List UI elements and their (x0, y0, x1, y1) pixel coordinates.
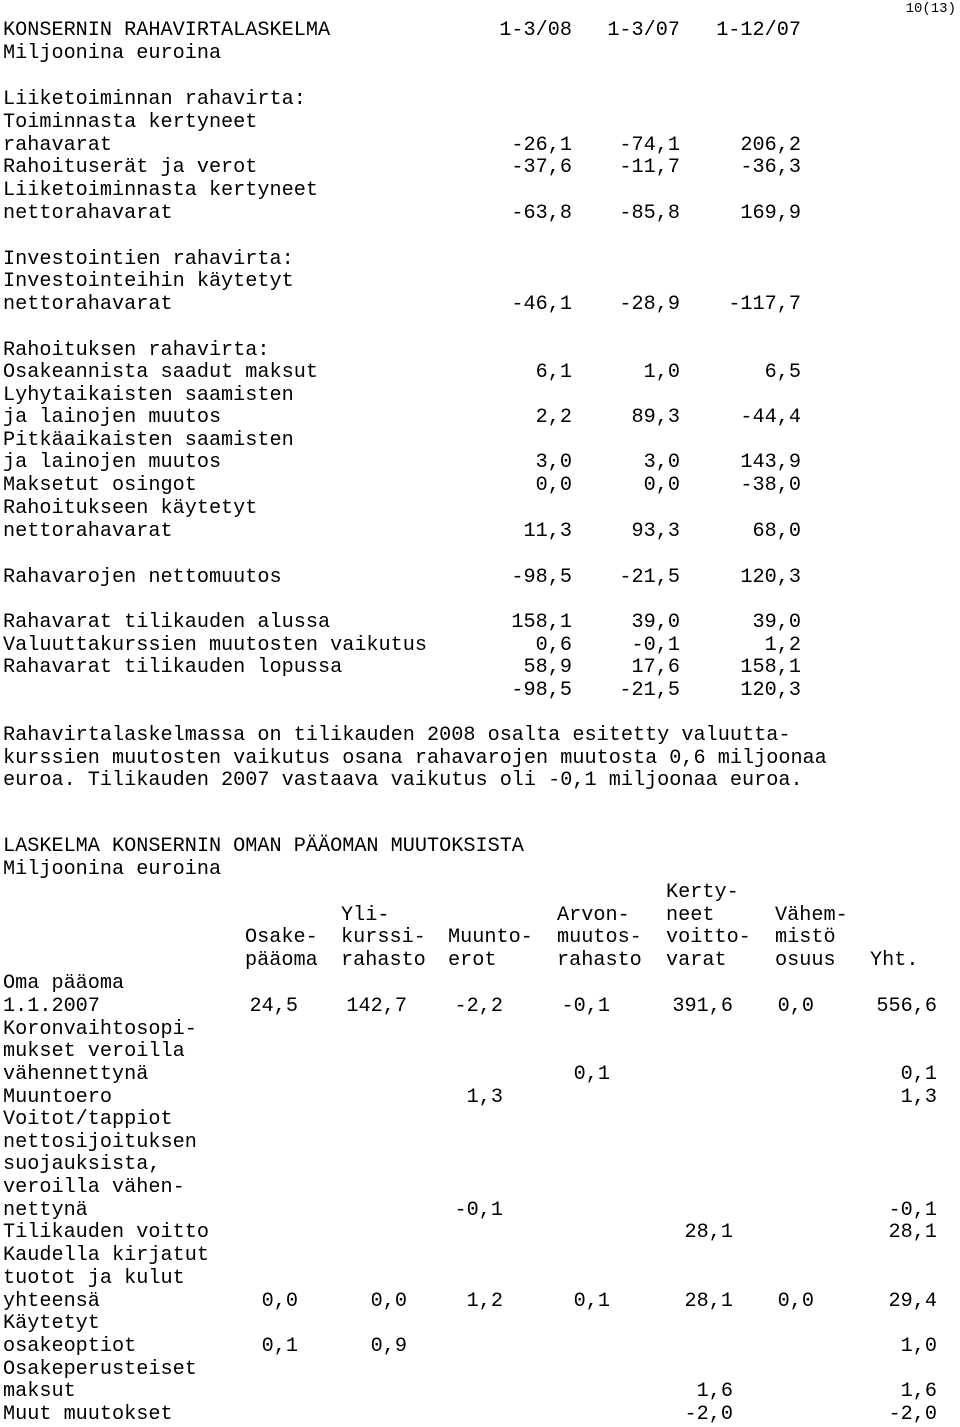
section-heading: Liiketoiminnan rahavirta: (3, 88, 306, 111)
equity-value: -2,0 (684, 1403, 733, 1426)
cash-flow-value: -38,0 (740, 474, 801, 497)
cash-flow-value: 158,1 (740, 656, 801, 679)
equity-value: 28,1 (684, 1221, 733, 1244)
equity-row-label: Osakeperusteiset (3, 1358, 197, 1381)
cash-flow-title: KONSERNIN RAHAVIRTALASKELMA (3, 19, 331, 42)
equity-value: 1,6 (696, 1380, 733, 1403)
equity-row-label: tuotot ja kulut (3, 1267, 185, 1290)
cash-flow-value: 0,6 (535, 634, 572, 657)
note-line: Rahavirtalaskelmassa on tilikauden 2008 osalta esitetty valuutta- (3, 724, 791, 747)
cash-flow-row-label: Pitkäaikaisten saamisten (3, 429, 294, 452)
equity-row-label: osakeoptiot (3, 1335, 137, 1358)
cash-flow-value: -74,1 (619, 134, 680, 157)
equity-column-header: varat (666, 949, 727, 972)
equity-value: 0,1 (573, 1290, 610, 1313)
cash-flow-row-label: Rahavarojen nettomuutos (3, 566, 282, 589)
cash-flow-value: -26,1 (511, 134, 572, 157)
cash-flow-value: 39,0 (631, 611, 680, 634)
equity-row-label: yhteensä (3, 1290, 100, 1313)
cash-flow-row-label: ja lainojen muutos (3, 406, 222, 429)
cash-flow-row-label: rahavarat (3, 134, 113, 157)
cash-flow-value: -21,5 (619, 566, 680, 589)
cash-flow-value: -21,5 (619, 679, 680, 702)
cash-flow-value: 6,1 (535, 361, 572, 384)
equity-value: 1,3 (466, 1086, 503, 1109)
equity-row-label: suojauksista, (3, 1153, 161, 1176)
equity-value: 28,1 (888, 1221, 937, 1244)
equity-column-header: rahasto (557, 949, 642, 972)
cash-flow-row-label: Rahoituksen rahavirta: (3, 339, 270, 362)
equity-value: 0,9 (370, 1335, 407, 1358)
cash-flow-value: 206,2 (740, 134, 801, 157)
equity-column-header: muutos- (557, 926, 642, 949)
cash-flow-value: -98,5 (511, 679, 572, 702)
equity-column-header: kurssi- (341, 926, 426, 949)
equity-value: 0,0 (261, 1290, 298, 1313)
cash-flow-value: 58,9 (523, 656, 572, 679)
cash-flow-value: 89,3 (631, 406, 680, 429)
cash-flow-value: 39,0 (752, 611, 801, 634)
cash-flow-row-label: ja lainojen muutos (3, 451, 222, 474)
equity-column-header: Kerty- (666, 881, 739, 904)
equity-row-label: veroilla vähen- (3, 1176, 185, 1199)
cash-flow-row-label: nettorahavarat (3, 202, 173, 225)
equity-title: LASKELMA KONSERNIN OMAN PÄÄOMAN MUUTOKSISTA (3, 835, 524, 858)
equity-row-label: Muut muutokset (3, 1403, 173, 1426)
equity-value: 142,7 (346, 995, 407, 1018)
equity-row-label: Voitot/tappiot (3, 1108, 173, 1131)
equity-row-label: Kaudella kirjatut (3, 1244, 209, 1267)
cash-flow-value: -11,7 (619, 156, 680, 179)
cash-flow-row-label: Liiketoiminnasta kertyneet (3, 179, 318, 202)
equity-column-header: Arvon- (557, 904, 630, 927)
cash-flow-value: 1,0 (643, 361, 680, 384)
cash-flow-value: 68,0 (752, 520, 801, 543)
equity-column-header: Yht. (870, 949, 919, 972)
equity-value: 0,0 (777, 1290, 814, 1313)
cash-flow-row-label: Rahoitukseen käytetyt (3, 497, 258, 520)
equity-value: 1,6 (900, 1380, 937, 1403)
cash-flow-value: 2,2 (535, 406, 572, 429)
cash-flow-value: -117,7 (728, 293, 801, 316)
equity-row-label: 1.1.2007 (3, 995, 100, 1018)
cash-flow-row-label: Maksetut osingot (3, 474, 197, 497)
cash-flow-row-label: nettorahavarat (3, 520, 173, 543)
cash-flow-value: -85,8 (619, 202, 680, 225)
cash-flow-value: 158,1 (511, 611, 572, 634)
cash-flow-value: 17,6 (631, 656, 680, 679)
cash-flow-value: -28,9 (619, 293, 680, 316)
cash-flow-row-label: Rahavarat tilikauden alussa (3, 611, 331, 634)
equity-column-header: pääoma (245, 949, 318, 972)
cash-flow-value: 0,0 (535, 474, 572, 497)
cash-flow-row-label: Toiminnasta kertyneet (3, 111, 258, 134)
cash-flow-value: -0,1 (631, 634, 680, 657)
equity-column-header: Muunto- (448, 926, 533, 949)
equity-row-label: Oma pääoma (3, 972, 125, 995)
equity-row-label: Tilikauden voitto (3, 1221, 209, 1244)
equity-value: 29,4 (888, 1290, 937, 1313)
cash-flow-row-label: nettorahavarat (3, 293, 173, 316)
equity-value: 0,1 (573, 1063, 610, 1086)
cash-flow-row-label: Lyhytaikaisten saamisten (3, 384, 294, 407)
cash-flow-value: 6,5 (764, 361, 801, 384)
equity-column-header: Yli- (341, 904, 390, 927)
equity-column-header: Vähem- (775, 904, 848, 927)
equity-row-label: nettosijoituksen (3, 1131, 197, 1154)
period-header: 1-3/08 (499, 19, 572, 42)
equity-value: -0,1 (454, 1199, 503, 1222)
period-header: 1-12/07 (716, 19, 801, 42)
cash-flow-value: 143,9 (740, 451, 801, 474)
cash-flow-row-label: Rahoituserät ja verot (3, 156, 258, 179)
cash-flow-value: 120,3 (740, 566, 801, 589)
cash-flow-value: -44,4 (740, 406, 801, 429)
cash-flow-value: 93,3 (631, 520, 680, 543)
cash-flow-value: -37,6 (511, 156, 572, 179)
cash-flow-value: 3,0 (643, 451, 680, 474)
equity-row-label: Käytetyt (3, 1312, 100, 1335)
cash-flow-row-label: Valuuttakurssien muutosten vaikutus (3, 634, 428, 657)
equity-row-label: Koronvaihtosopi- (3, 1018, 197, 1041)
cash-flow-value: 3,0 (535, 451, 572, 474)
cash-flow-value: 11,3 (523, 520, 572, 543)
cash-flow-value: -63,8 (511, 202, 572, 225)
equity-column-header: erot (448, 949, 497, 972)
cash-flow-row-label: Investointeihin käytetyt (3, 270, 294, 293)
equity-column-header: mistö (775, 926, 836, 949)
equity-row-label: mukset veroilla (3, 1040, 185, 1063)
page-number: 10(13) (905, 1, 956, 17)
cash-flow-value: 120,3 (740, 679, 801, 702)
cash-flow-value: -36,3 (740, 156, 801, 179)
cash-flow-value: -98,5 (511, 566, 572, 589)
cash-flow-unit: Miljoonina euroina (3, 42, 222, 65)
equity-column-header: Osake- (245, 926, 318, 949)
equity-row-label: maksut (3, 1380, 76, 1403)
equity-row-label: nettynä (3, 1199, 88, 1222)
equity-column-header: voitto- (666, 926, 751, 949)
period-header: 1-3/07 (607, 19, 680, 42)
equity-value: -2,2 (454, 995, 503, 1018)
equity-value: -0,1 (888, 1199, 937, 1222)
equity-value: 0,1 (900, 1063, 937, 1086)
equity-row-label: Muuntoero (3, 1086, 113, 1109)
equity-column-header: rahasto (341, 949, 426, 972)
note-line: euroa. Tilikauden 2007 vastaava vaikutus oli -0,1 miljoonaa euroa. (3, 769, 803, 792)
equity-value: 24,5 (249, 995, 298, 1018)
cash-flow-value: 0,0 (643, 474, 680, 497)
note-line: kurssien muutosten vaikutus osana rahavarojen muutosta 0,6 miljoonaa (3, 747, 827, 770)
cash-flow-row-label: Rahavarat tilikauden lopussa (3, 656, 343, 679)
equity-value: 0,1 (261, 1335, 298, 1358)
equity-column-header: osuus (775, 949, 836, 972)
equity-value: 0,0 (777, 995, 814, 1018)
equity-value: -0,1 (561, 995, 610, 1018)
equity-value: 391,6 (672, 995, 733, 1018)
equity-value: -2,0 (888, 1403, 937, 1426)
equity-value: 28,1 (684, 1290, 733, 1313)
cash-flow-value: 169,9 (740, 202, 801, 225)
equity-value: 556,6 (876, 995, 937, 1018)
equity-column-header: neet (666, 904, 715, 927)
cash-flow-value: -46,1 (511, 293, 572, 316)
equity-value: 1,2 (466, 1290, 503, 1313)
cash-flow-row-label: Investointien rahavirta: (3, 248, 294, 271)
equity-value: 1,0 (900, 1335, 937, 1358)
cash-flow-value: 1,2 (764, 634, 801, 657)
equity-value: 1,3 (900, 1086, 937, 1109)
equity-unit: Miljoonina euroina (3, 858, 222, 881)
cash-flow-row-label: Osakeannista saadut maksut (3, 361, 318, 384)
equity-value: 0,0 (370, 1290, 407, 1313)
equity-row-label: vähennettynä (3, 1063, 149, 1086)
